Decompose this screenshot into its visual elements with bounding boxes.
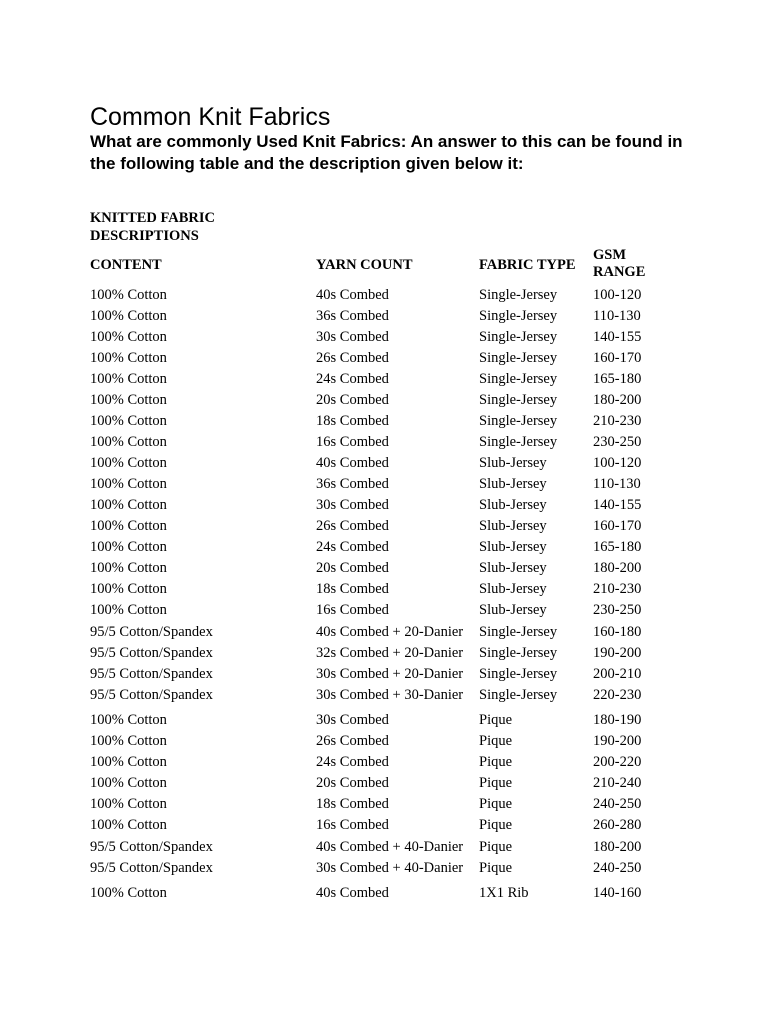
- cell-yarn-count: 30s Combed + 40-Danier: [316, 860, 464, 876]
- cell-fabric-type: Slub-Jersey: [479, 539, 547, 555]
- table-row: [0, 753, 768, 774]
- cell-yarn-count: 40s Combed + 20-Danier: [316, 624, 464, 640]
- page-title: Common Knit Fabrics: [90, 103, 331, 131]
- cell-yarn-count: 36s Combed: [316, 308, 389, 324]
- table-row: [0, 391, 768, 412]
- cell-content: 100% Cotton: [90, 581, 167, 597]
- column-header-fabric-type: FABRIC TYPE: [479, 257, 576, 273]
- table-row: [0, 475, 768, 496]
- cell-content: 100% Cotton: [90, 497, 167, 513]
- table-row: [0, 774, 768, 795]
- table-row: [0, 711, 768, 732]
- table-row: [0, 795, 768, 816]
- table-row: [0, 496, 768, 517]
- table-row: [0, 859, 768, 880]
- cell-yarn-count: 20s Combed: [316, 775, 389, 791]
- cell-yarn-count: 40s Combed: [316, 885, 389, 901]
- cell-content: 100% Cotton: [90, 350, 167, 366]
- cell-gsm-range: 180-200: [593, 560, 642, 576]
- column-header-yarn-count: YARN COUNT: [316, 257, 413, 273]
- cell-yarn-count: 26s Combed: [316, 518, 389, 534]
- cell-content: 100% Cotton: [90, 476, 167, 492]
- table-row: [0, 644, 768, 665]
- cell-gsm-range: 240-250: [593, 796, 642, 812]
- cell-fabric-type: Pique: [479, 860, 513, 876]
- column-header-content: CONTENT: [90, 257, 162, 273]
- cell-fabric-type: Slub-Jersey: [479, 497, 547, 513]
- cell-yarn-count: 16s Combed: [316, 817, 389, 833]
- cell-content: 100% Cotton: [90, 817, 167, 833]
- table-row: [0, 623, 768, 644]
- table-row: [0, 838, 768, 859]
- cell-content: 95/5 Cotton/Spandex: [90, 624, 213, 640]
- section-heading: KNITTED FABRIC DESCRIPTIONS: [90, 210, 216, 244]
- cell-content: 100% Cotton: [90, 775, 167, 791]
- table-row: [0, 665, 768, 686]
- cell-gsm-range: 165-180: [593, 371, 642, 387]
- cell-fabric-type: Pique: [479, 796, 513, 812]
- cell-gsm-range: 210-230: [593, 581, 642, 597]
- cell-yarn-count: 40s Combed: [316, 455, 389, 471]
- cell-yarn-count: 24s Combed: [316, 539, 389, 555]
- table-row: [0, 307, 768, 328]
- cell-gsm-range: 140-155: [593, 329, 642, 345]
- cell-content: 95/5 Cotton/Spandex: [90, 687, 213, 703]
- cell-gsm-range: 180-190: [593, 712, 642, 728]
- table-row: [0, 601, 768, 622]
- cell-fabric-type: Single-Jersey: [479, 350, 558, 366]
- cell-content: 100% Cotton: [90, 518, 167, 534]
- table-row: [0, 732, 768, 753]
- cell-gsm-range: 240-250: [593, 860, 642, 876]
- table-row: [0, 286, 768, 307]
- cell-gsm-range: 230-250: [593, 434, 642, 450]
- cell-fabric-type: Single-Jersey: [479, 434, 558, 450]
- cell-yarn-count: 30s Combed: [316, 712, 389, 728]
- cell-fabric-type: Slub-Jersey: [479, 560, 547, 576]
- table-row: [0, 559, 768, 580]
- cell-gsm-range: 160-170: [593, 518, 642, 534]
- cell-yarn-count: 30s Combed + 30-Danier: [316, 687, 464, 703]
- cell-fabric-type: 1X1 Rib: [479, 885, 529, 901]
- cell-content: 100% Cotton: [90, 392, 167, 408]
- cell-content: 100% Cotton: [90, 733, 167, 749]
- table-row: [0, 454, 768, 475]
- cell-gsm-range: 190-200: [593, 645, 642, 661]
- cell-content: 100% Cotton: [90, 434, 167, 450]
- cell-content: 95/5 Cotton/Spandex: [90, 645, 213, 661]
- cell-fabric-type: Pique: [479, 817, 513, 833]
- cell-yarn-count: 18s Combed: [316, 413, 389, 429]
- table-row: [0, 349, 768, 370]
- cell-gsm-range: 190-200: [593, 733, 642, 749]
- cell-gsm-range: 140-155: [593, 497, 642, 513]
- cell-yarn-count: 24s Combed: [316, 371, 389, 387]
- cell-content: 100% Cotton: [90, 287, 167, 303]
- cell-yarn-count: 24s Combed: [316, 754, 389, 770]
- cell-yarn-count: 30s Combed + 20-Danier: [316, 666, 464, 682]
- cell-gsm-range: 200-220: [593, 754, 642, 770]
- cell-gsm-range: 100-120: [593, 287, 642, 303]
- cell-fabric-type: Slub-Jersey: [479, 602, 547, 618]
- cell-gsm-range: 230-250: [593, 602, 642, 618]
- cell-gsm-range: 210-240: [593, 775, 642, 791]
- cell-gsm-range: 200-210: [593, 666, 642, 682]
- cell-fabric-type: Single-Jersey: [479, 624, 558, 640]
- cell-yarn-count: 16s Combed: [316, 602, 389, 618]
- cell-fabric-type: Slub-Jersey: [479, 581, 547, 597]
- cell-fabric-type: Slub-Jersey: [479, 455, 547, 471]
- cell-gsm-range: 100-120: [593, 455, 642, 471]
- table-row: [0, 517, 768, 538]
- table-row: [0, 580, 768, 601]
- cell-content: 100% Cotton: [90, 308, 167, 324]
- cell-yarn-count: 16s Combed: [316, 434, 389, 450]
- cell-yarn-count: 36s Combed: [316, 476, 389, 492]
- cell-fabric-type: Pique: [479, 754, 513, 770]
- cell-gsm-range: 220-230: [593, 687, 642, 703]
- cell-gsm-range: 160-180: [593, 624, 642, 640]
- cell-content: 100% Cotton: [90, 539, 167, 555]
- cell-fabric-type: Pique: [479, 775, 513, 791]
- cell-yarn-count: 30s Combed: [316, 329, 389, 345]
- cell-yarn-count: 32s Combed + 20-Danier: [316, 645, 464, 661]
- cell-fabric-type: Slub-Jersey: [479, 476, 547, 492]
- cell-gsm-range: 180-200: [593, 392, 642, 408]
- cell-yarn-count: 26s Combed: [316, 350, 389, 366]
- cell-content: 100% Cotton: [90, 413, 167, 429]
- cell-fabric-type: Single-Jersey: [479, 645, 558, 661]
- table-row: [0, 412, 768, 433]
- cell-content: 95/5 Cotton/Spandex: [90, 839, 213, 855]
- cell-fabric-type: Pique: [479, 712, 513, 728]
- cell-yarn-count: 40s Combed: [316, 287, 389, 303]
- cell-yarn-count: 20s Combed: [316, 392, 389, 408]
- table-row: [0, 816, 768, 837]
- cell-fabric-type: Single-Jersey: [479, 666, 558, 682]
- cell-gsm-range: 180-200: [593, 839, 642, 855]
- cell-gsm-range: 110-130: [593, 308, 641, 324]
- cell-gsm-range: 260-280: [593, 817, 642, 833]
- table-row: [0, 538, 768, 559]
- cell-content: 100% Cotton: [90, 754, 167, 770]
- cell-fabric-type: Pique: [479, 839, 513, 855]
- table-row: [0, 686, 768, 707]
- cell-content: 100% Cotton: [90, 329, 167, 345]
- column-header-gsm-range: GSM RANGE: [593, 247, 646, 280]
- cell-fabric-type: Single-Jersey: [479, 308, 558, 324]
- table-row: [0, 370, 768, 391]
- cell-content: 95/5 Cotton/Spandex: [90, 666, 213, 682]
- cell-content: 100% Cotton: [90, 602, 167, 618]
- cell-yarn-count: 18s Combed: [316, 581, 389, 597]
- page-subtitle: What are commonly Used Knit Fabrics: An answer to this can be found in the following table and the description given below it:: [90, 132, 683, 173]
- cell-gsm-range: 165-180: [593, 539, 642, 555]
- cell-yarn-count: 30s Combed: [316, 497, 389, 513]
- cell-gsm-range: 160-170: [593, 350, 642, 366]
- cell-gsm-range: 140-160: [593, 885, 642, 901]
- cell-yarn-count: 18s Combed: [316, 796, 389, 812]
- table-row: [0, 328, 768, 349]
- cell-fabric-type: Single-Jersey: [479, 329, 558, 345]
- table-row: [0, 433, 768, 454]
- cell-content: 100% Cotton: [90, 455, 167, 471]
- cell-fabric-type: Single-Jersey: [479, 687, 558, 703]
- cell-content: 100% Cotton: [90, 560, 167, 576]
- cell-content: 100% Cotton: [90, 796, 167, 812]
- cell-fabric-type: Slub-Jersey: [479, 518, 547, 534]
- cell-fabric-type: Single-Jersey: [479, 287, 558, 303]
- cell-yarn-count: 26s Combed: [316, 733, 389, 749]
- table-row: [0, 884, 768, 905]
- cell-fabric-type: Single-Jersey: [479, 392, 558, 408]
- cell-yarn-count: 40s Combed + 40-Danier: [316, 839, 464, 855]
- cell-gsm-range: 110-130: [593, 476, 641, 492]
- cell-fabric-type: Single-Jersey: [479, 371, 558, 387]
- cell-yarn-count: 20s Combed: [316, 560, 389, 576]
- cell-gsm-range: 210-230: [593, 413, 642, 429]
- cell-content: 100% Cotton: [90, 712, 167, 728]
- cell-fabric-type: Single-Jersey: [479, 413, 558, 429]
- cell-content: 100% Cotton: [90, 371, 167, 387]
- cell-content: 95/5 Cotton/Spandex: [90, 860, 213, 876]
- cell-content: 100% Cotton: [90, 885, 167, 901]
- cell-fabric-type: Pique: [479, 733, 513, 749]
